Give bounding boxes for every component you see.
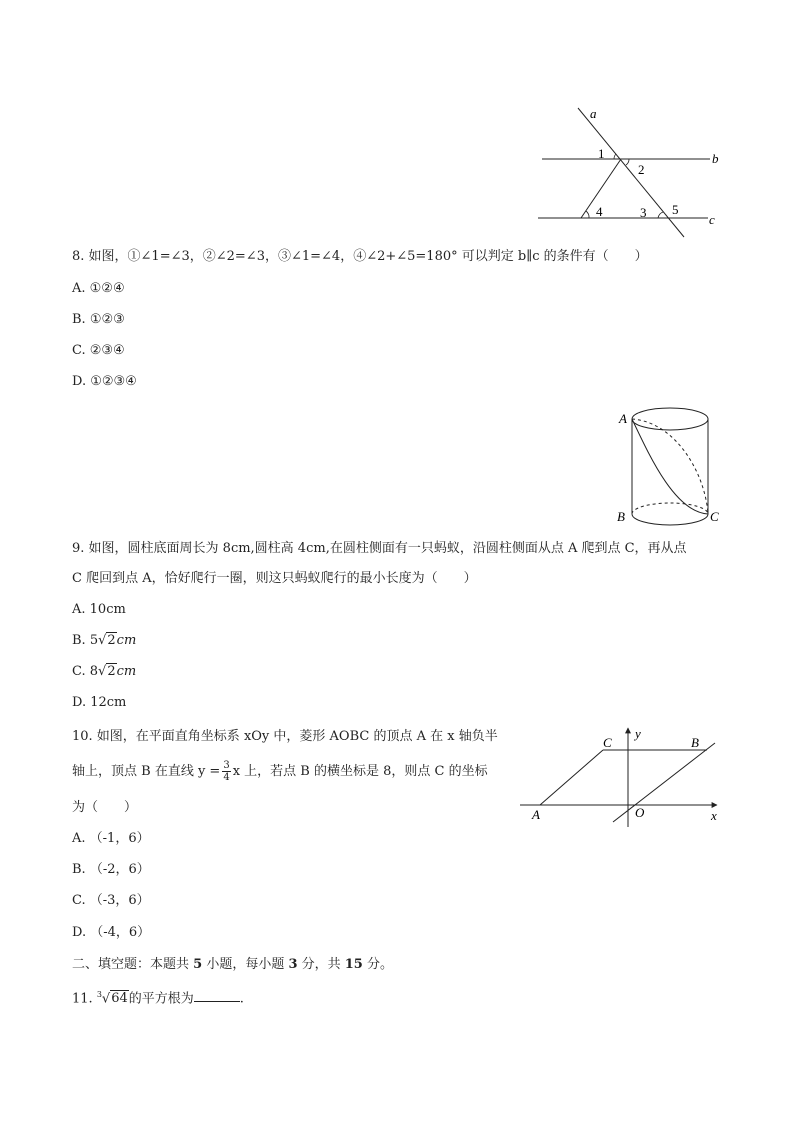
sqrt-sign: √ bbox=[98, 633, 107, 648]
label-O: O bbox=[635, 805, 645, 820]
sqrt-sign: √ bbox=[98, 664, 107, 679]
q11-stem bbox=[72, 986, 244, 1008]
section-2-heading bbox=[72, 956, 393, 974]
label-C: C bbox=[710, 509, 719, 524]
label-angle-1: 1 bbox=[598, 146, 605, 161]
angle-arc-4 bbox=[586, 211, 589, 218]
label-angle-4: 4 bbox=[596, 204, 603, 219]
label-B: B bbox=[691, 735, 699, 750]
label-y: y bbox=[635, 726, 641, 741]
q9-stem-line2: C 爬回到点 A，恰好爬行一圈，则这只蚂蚁爬行的最小长度为（ ） bbox=[72, 571, 477, 586]
q9-stem-line1: 9. 如图，圆柱底面周长为 8cm,圆柱高 4cm,在圆柱侧面有一只蚂蚁，沿圆柱侧面从点 A 爬到点 C，再从点 bbox=[72, 541, 687, 556]
label-x: x bbox=[711, 808, 717, 823]
q10-stem-line1: 10. 如图，在平面直角坐标系 xOy 中，菱形 AOBC 的顶点 A 在 x 轴负半 bbox=[72, 729, 498, 744]
q10-option-a[interactable]: A. （-1，6） bbox=[72, 831, 150, 846]
label-angle-5: 5 bbox=[672, 202, 679, 217]
q8-option-c[interactable]: C. ②③④ bbox=[72, 343, 125, 358]
answer-blank[interactable] bbox=[194, 989, 240, 1002]
section-2-suffix: 分。 bbox=[362, 957, 393, 972]
angle-arc-2 bbox=[626, 159, 629, 165]
label-a: a bbox=[590, 106, 597, 121]
q10-option-d[interactable]: D. （-4，6） bbox=[72, 925, 151, 940]
radical-sign: √ bbox=[101, 991, 111, 1007]
q10-line2-part1: 轴上，顶点 B 在直线 y = bbox=[72, 764, 221, 779]
q10-line2-part2: x 上，若点 B 的横坐标是 8，则点 C 的坐标 bbox=[232, 764, 488, 779]
fraction-numerator: 3 bbox=[223, 760, 230, 771]
q9-option-a[interactable]: A. 10cm bbox=[72, 602, 126, 617]
section-2-mid2: 分，共 bbox=[297, 957, 345, 972]
section-2-total: 15 bbox=[344, 957, 363, 972]
q11-number: 11. bbox=[72, 991, 97, 1007]
q9-figure bbox=[615, 402, 735, 532]
ant-path-back bbox=[632, 419, 708, 514]
section-2-points-each: 3 bbox=[288, 957, 298, 972]
q10-option-c[interactable]: C. （-3，6） bbox=[72, 893, 150, 908]
q9-option-c-unit: cm bbox=[116, 664, 137, 679]
q9-option-d[interactable]: D. 12cm bbox=[72, 695, 127, 710]
q10-stem-line3: 为（ ） bbox=[72, 800, 138, 815]
label-C: C bbox=[603, 735, 612, 750]
q9-option-c-prefix: C. 8 bbox=[72, 664, 99, 679]
cylinder-top bbox=[632, 408, 708, 430]
section-2-count: 5 bbox=[193, 957, 203, 972]
q8-stem: 8. 如图，①∠1=∠3，②∠2=∠3，③∠1=∠4，④∠2+∠5=180° 可以判定 b∥c 的条件有（ ） bbox=[72, 249, 648, 264]
q8-option-b[interactable]: B. ①②③ bbox=[72, 312, 125, 327]
fraction-denominator: 4 bbox=[223, 772, 230, 783]
q9-option-c-radicand: 2 bbox=[107, 664, 116, 679]
q8-option-d[interactable]: D. ①②③④ bbox=[72, 374, 137, 389]
q10-figure bbox=[515, 724, 730, 830]
q10-stem-line2 bbox=[72, 760, 488, 783]
q9-option-b-radicand: 2 bbox=[107, 633, 116, 648]
angle-arc-3 bbox=[658, 212, 663, 218]
q9-option-b[interactable] bbox=[72, 632, 136, 650]
q11-text: 的平方根为 bbox=[128, 991, 194, 1007]
label-A: A bbox=[532, 807, 540, 822]
q9-option-c[interactable] bbox=[72, 663, 136, 681]
section-2-prefix: 二、填空题：本题共 bbox=[72, 957, 194, 972]
q9-option-b-unit: cm bbox=[116, 633, 137, 648]
fraction-three-quarters bbox=[222, 760, 230, 783]
label-b: b bbox=[712, 151, 719, 166]
q8-option-a[interactable]: A. ①②④ bbox=[72, 281, 125, 296]
q9-option-b-prefix: B. 5 bbox=[72, 633, 99, 648]
cylinder-bottom-back bbox=[632, 503, 708, 514]
angle-arc-1 bbox=[614, 154, 616, 159]
cube-root-index: 3 bbox=[96, 990, 102, 999]
q8-figure bbox=[530, 104, 730, 239]
side-AC bbox=[540, 750, 603, 805]
q11-radicand: 64 bbox=[111, 991, 128, 1007]
label-A: A bbox=[619, 411, 627, 426]
label-c: c bbox=[709, 212, 715, 227]
cylinder-bottom-front bbox=[632, 514, 708, 525]
q10-option-b[interactable]: B. （-2，6） bbox=[72, 862, 150, 877]
label-angle-3: 3 bbox=[640, 205, 647, 220]
section-2-mid1: 小题，每小题 bbox=[202, 957, 289, 972]
q11-end: . bbox=[239, 991, 244, 1007]
ant-path-front bbox=[632, 419, 708, 514]
label-angle-2: 2 bbox=[638, 162, 645, 177]
label-B: B bbox=[617, 509, 625, 524]
